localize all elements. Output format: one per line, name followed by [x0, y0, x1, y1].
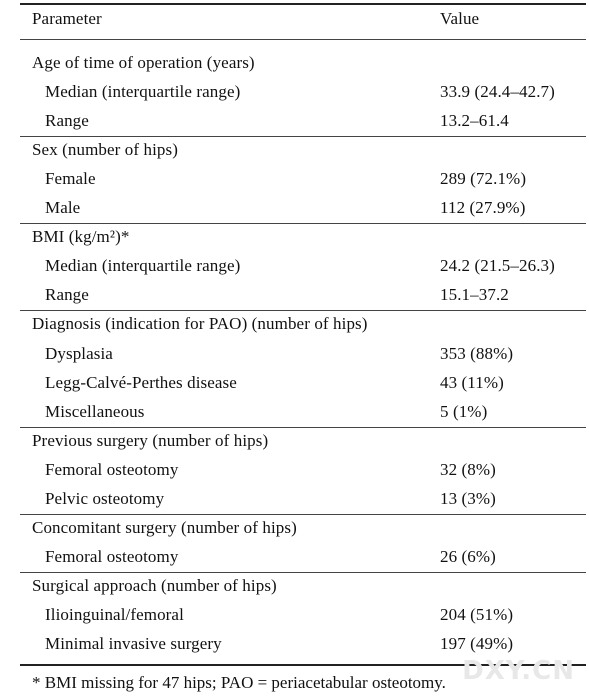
row-value: 5 (1%) — [440, 401, 488, 421]
row-value: 33.9 (24.4–42.7) — [440, 82, 555, 102]
group-separator-rule — [20, 223, 586, 224]
row-value: 289 (72.1%) — [440, 169, 527, 189]
row-group-label: Age of time of operation (years) — [32, 53, 255, 72]
row-value: 15.1–37.2 — [440, 285, 509, 305]
row-sublabel: Legg-Calvé-Perthes disease — [45, 372, 237, 392]
header-rule — [20, 39, 586, 40]
watermark-logo: DXY.CN — [462, 656, 575, 686]
row-value: 32 (8%) — [440, 459, 496, 479]
row-group-label: Diagnosis (indication for PAO) (number of hips) — [32, 314, 368, 334]
row-group-label: Sex (number of hips) — [32, 140, 179, 160]
row-value: 43 (11%) — [440, 372, 504, 392]
table-top-rule — [20, 3, 586, 5]
group-separator-rule — [20, 514, 586, 515]
row-group-label: Concomitant surgery (number of hips) — [32, 517, 297, 537]
header-parameter: Parameter — [32, 9, 102, 28]
row-sublabel: Minimal invasive surgery — [45, 634, 222, 653]
row-sublabel: Male — [45, 198, 81, 218]
row-sublabel: Pelvic osteotomy — [45, 488, 165, 508]
header-value: Value — [440, 9, 480, 28]
row-sublabel: Miscellaneous — [45, 401, 145, 421]
group-separator-rule — [20, 310, 586, 311]
row-sublabel: Range — [45, 285, 89, 305]
table-footnote: * BMI missing for 47 hips; PAO = periacetabular osteotomy. — [32, 673, 446, 692]
row-value: 204 (51%) — [440, 604, 514, 624]
row-sublabel: Female — [45, 169, 96, 189]
row-sublabel: Range — [45, 111, 89, 131]
row-value: 24.2 (21.5–26.3) — [440, 256, 555, 276]
row-value: 197 (49%) — [440, 634, 514, 653]
row-value: 13 (3%) — [440, 488, 496, 508]
row-sublabel: Femoral osteotomy — [45, 459, 179, 479]
row-value: 353 (88%) — [440, 343, 514, 363]
group-separator-rule — [20, 136, 586, 137]
row-group-label: Surgical approach (number of hips) — [32, 575, 277, 595]
group-separator-rule — [20, 572, 586, 573]
row-sublabel: Dysplasia — [45, 343, 113, 363]
row-sublabel: Median (interquartile range) — [45, 256, 241, 276]
row-sublabel: Femoral osteotomy — [45, 546, 179, 566]
row-value: 26 (6%) — [440, 546, 496, 566]
row-sublabel: Median (interquartile range) — [45, 82, 241, 102]
row-value: 13.2–61.4 — [440, 111, 509, 131]
row-sublabel: Ilioinguinal/femoral — [45, 604, 184, 624]
group-separator-rule — [20, 427, 586, 428]
row-value: 112 (27.9%) — [440, 198, 526, 218]
row-group-label: BMI (kg/m²)* — [32, 227, 130, 247]
row-group-label: Previous surgery (number of hips) — [32, 430, 269, 450]
